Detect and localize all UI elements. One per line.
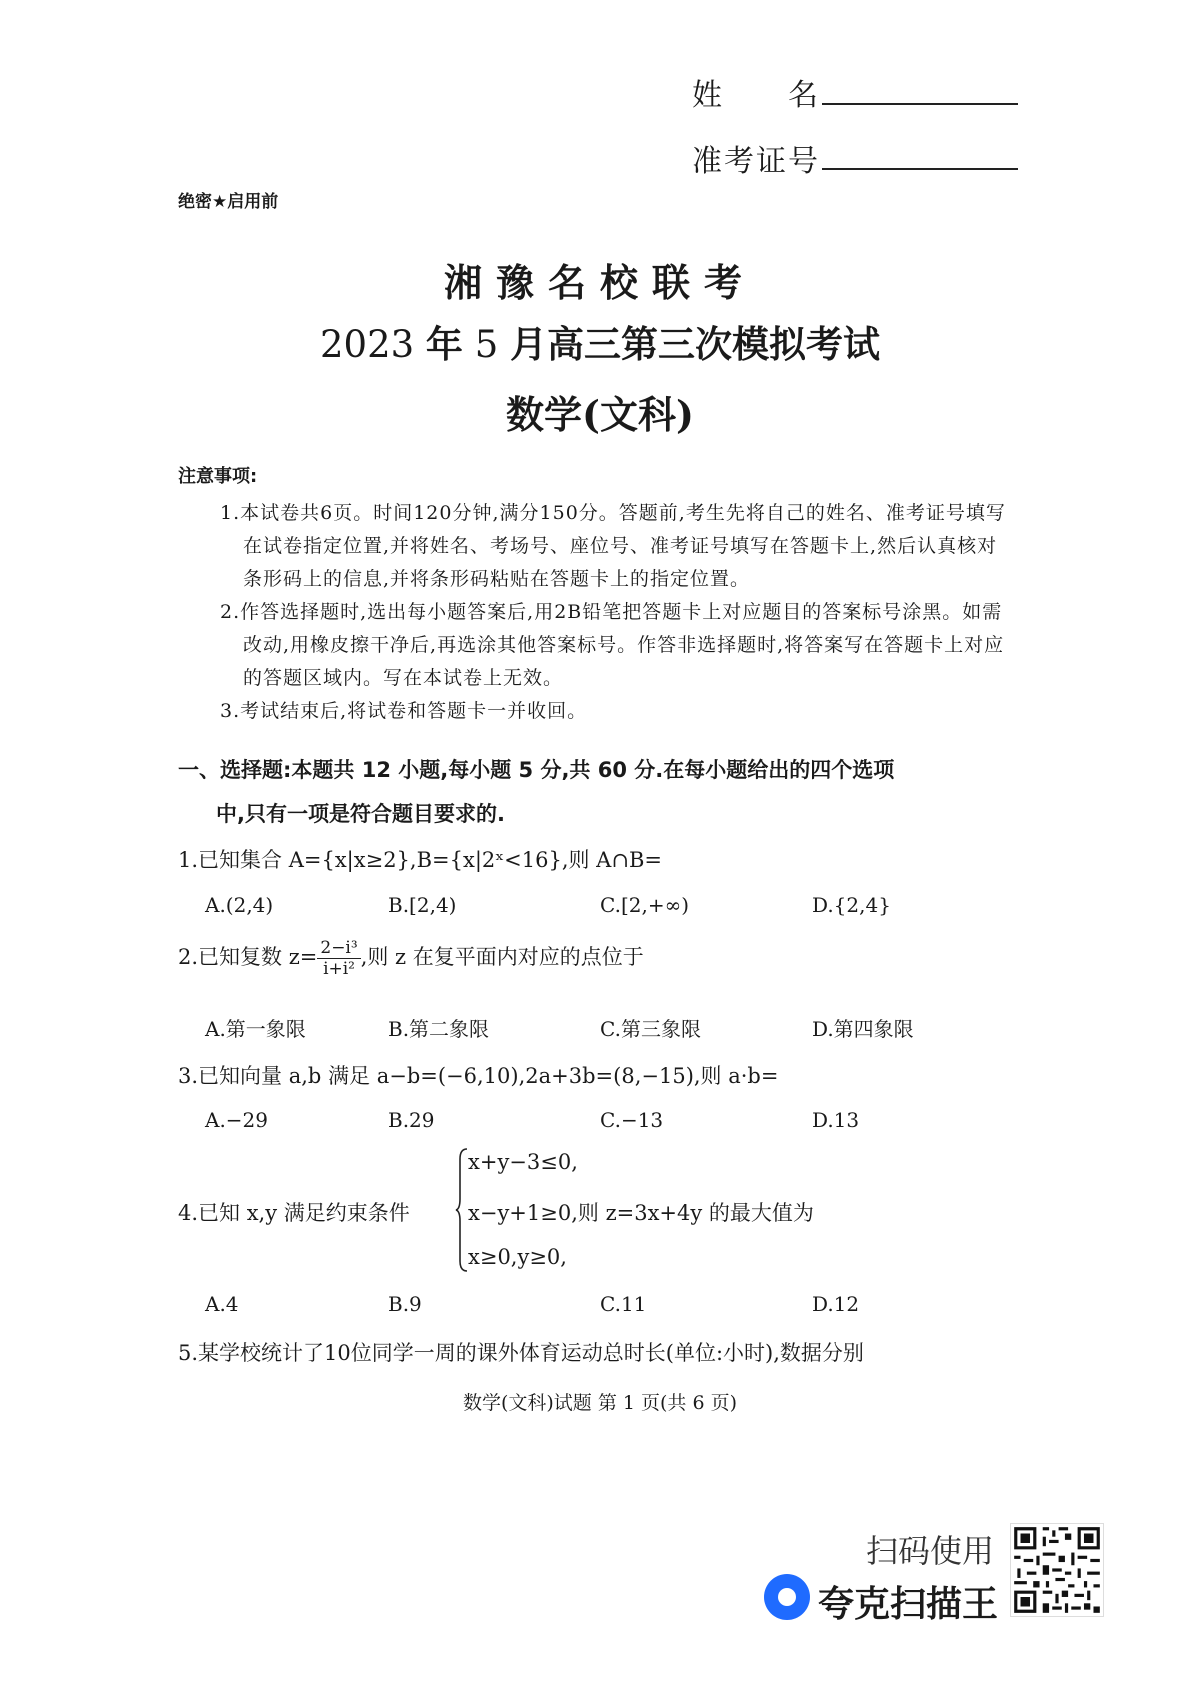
question-1: 1.已知集合 A={x|x≥2},B={x|2ˣ<16},则 A∩B= (178, 848, 662, 872)
scanner-app-name: 夸克扫描王 (818, 1584, 999, 1625)
section-heading (178, 748, 1008, 836)
q4-option-c: C.11 (600, 1292, 647, 1316)
qr-code-icon[interactable] (1010, 1523, 1104, 1617)
q4-option-a: A.4 (205, 1292, 239, 1316)
question-5: 5.某学校统计了10位同学一周的课外体育运动总时长(单位:小时),数据分别 (178, 1341, 864, 1365)
question-3: 3.已知向量 a,b 满足 a−b=(−6,10),2a+3b=(8,−15),则 a·b= (178, 1064, 779, 1088)
notice-item: 3.考试结束后,将试卷和答题卡一并收回。 (220, 700, 588, 722)
q1-option-a: A.(2,4) (205, 893, 274, 917)
complex-fraction: $\frac{\text{2−i³}}{\text{i+i²}}$ (317, 938, 360, 979)
q3-option-a: A.−29 (205, 1108, 269, 1132)
notice-item: 1.本试卷共6页。时间120分钟,满分150分。答题前,考生先将自己的姓名、准考证号填写在试卷指定位置,并将姓名、考场号、座位号、准考证号填写在答题卡上,然后认真核对条形码上的信息,并将条形码粘贴在答题卡上的指定位置。 (220, 502, 1006, 590)
exam-title: 2023 年 5 月高三第三次模拟考试 (319, 322, 880, 366)
q3-option-d: D.13 (812, 1108, 860, 1132)
q3-option-b: B.29 (388, 1108, 435, 1132)
subject-title: 数学(文科) (506, 392, 694, 437)
page-footer: 数学(文科)试题 第 1 页(共 6 页) (462, 1392, 738, 1414)
q2-option-a: A.第一象限 (205, 1017, 306, 1041)
question-4: 4.已知 x,y 满足约束条件 (178, 1201, 410, 1225)
constraint-2: x−y+1≥0,则 z=3x+4y 的最大值为 (468, 1201, 814, 1225)
q2-option-b: B.第二象限 (388, 1017, 490, 1041)
notice-heading: 注意事项: (178, 466, 258, 487)
q4-option-b: B.9 (388, 1292, 422, 1316)
constraint-1: x+y−3≤0, (468, 1150, 578, 1174)
q1-option-b: B.[2,4) (388, 893, 457, 917)
q2-option-d: D.第四象限 (812, 1017, 914, 1041)
constraint-3: x≥0,y≥0, (468, 1245, 567, 1269)
notice-item: 2.作答选择题时,选出每小题答案后,用2B铅笔把答题卡上对应题目的答案标号涂黑。如需改动,用橡皮擦干净后,再选涂其他答案标号。作答非选择题时,将答案写在答题卡上对应的答题区域内。写在本试卷上无效。 (220, 601, 1005, 689)
exam-union-title: 湘豫名校联考 (443, 260, 756, 305)
name-field[interactable] (822, 103, 1018, 105)
section-heading-line2: 中,只有一项是符合题目要求的. (216, 802, 505, 826)
confidential-label: 绝密★启用前 (178, 192, 279, 212)
exam-id-field[interactable] (822, 168, 1018, 170)
notice-list (220, 497, 1010, 728)
q1-option-c: C.[2,+∞) (600, 893, 690, 917)
quark-logo-icon (764, 1574, 810, 1620)
q3-option-c: C.−13 (600, 1108, 664, 1132)
scan-to-use-label: 扫码使用 (866, 1532, 995, 1570)
q1-option-d: D.{2,4} (812, 893, 891, 917)
question-2: 2.已知复数 z= $\frac{\text{2−i³}}{\text{i+i²}}$ ,则 z 在复平面内对应的点位于 (178, 938, 644, 979)
q2-option-c: C.第三象限 (600, 1017, 701, 1041)
constraint-brace (455, 1147, 469, 1273)
q4-option-d: D.12 (812, 1292, 860, 1316)
name-label: 姓 名 (692, 78, 820, 113)
exam-id-label: 准考证号 (692, 144, 820, 179)
section-heading-line1: 一、选择题:本题共 12 小题,每小题 5 分,共 60 分.在每小题给出的四个选项 (178, 758, 895, 782)
